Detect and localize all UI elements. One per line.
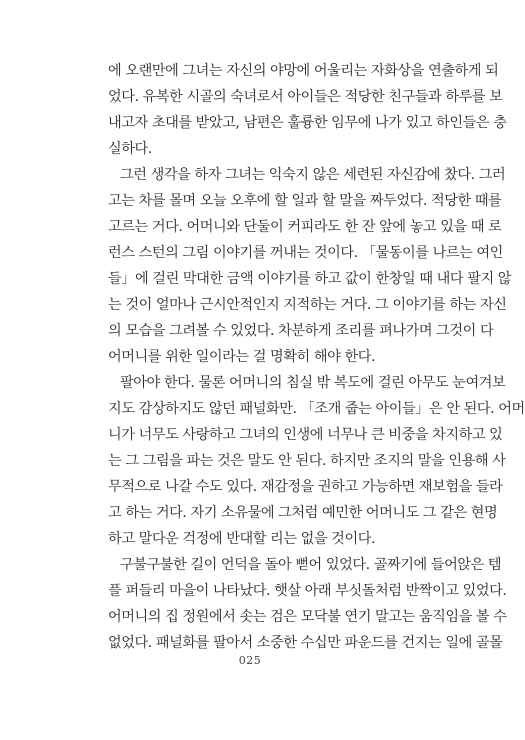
text-line: 그런 생각을 하자 그녀는 익숙지 않은 세련된 자신감에 찼다. 그러 [120,167,506,183]
text-line: 지도 감상하지도 않던 패널화만. 「조개 줍는 아이들」은 안 된다. 어머 [108,401,525,417]
text-line: 는 그 그림을 파는 것은 말도 안 된다. 하지만 조지의 말을 인용해 사 [108,453,506,469]
text-line: 고르는 거다. 어머니와 단둘이 커피라도 한 잔 앞에 놓고 있을 때 로 [108,219,502,235]
text-line: 고는 차를 몰며 오늘 오후에 할 일과 할 말을 짜두었다. 적당한 때를 [108,193,502,209]
text-line: 구불구불한 길이 언덕을 돌아 뻗어 있었다. 골짜기에 들어앉은 템 [120,557,502,573]
text-line: 하고 말다운 걱정에 반대할 리는 없을 것이다. [108,531,376,547]
text-line: 없었다. 패널화를 팔아서 소중한 수십만 파운드를 건지는 일에 골몰 [108,635,503,651]
text-line: 의 모습을 그려볼 수 있었다. 차분하게 조리를 펴나가며 그것이 다 [108,323,494,339]
text-line: 들」에 걸린 막대한 금액 이야기를 하고 값이 한창일 때 내다 팔지 않 [108,271,512,287]
text-line: 는 것이 얼마나 근시안적인지 지적하는 거다. 그 이야기를 하는 자신 [108,297,507,313]
text-line: 플 퍼들리 마을이 나타났다. 햇살 아래 부싯돌처럼 반짝이고 있었다. [108,583,507,599]
text-line: 고 하는 거다. 자기 소유물에 그처럼 예민한 어머니도 그 같은 현명 [108,505,498,521]
text-line: 런스 스턴의 그림 이야기를 꺼내는 것이다. 「물동이를 나르는 여인 [108,245,503,261]
text-line: 팔아야 한다. 물론 어머니의 침실 밖 복도에 걸린 아무도 눈여겨보 [120,375,506,391]
text-line: 무적으로 나갈 수도 있다. 재감정을 권하고 가능하면 재보험을 들라 [108,479,503,495]
text-line: 실하다. [108,141,152,157]
text-line: 니가 너무도 사랑하고 그녀의 인생에 너무나 큰 비중을 차지하고 있 [108,427,503,443]
text-line: 어머니의 집 정원에서 솟는 검은 모닥불 연기 말고는 움직임을 볼 수 [108,609,507,625]
text-line: 에 오랜만에 그녀는 자신의 야망에 어울리는 자화상을 연출하게 되 [108,63,499,79]
text-line: 었다. 유복한 시골의 숙녀로서 아이들은 적당한 친구들과 하루를 보 [108,89,503,105]
text-line: 내고자 초대를 받았고, 남편은 훌륭한 임무에 나가 있고 하인들은 충 [108,115,507,131]
body-text [108,58,525,656]
text-line: 어머니를 위한 일이라는 걸 명확히 해야 한다. [108,349,376,365]
page-number: 025 [238,654,262,667]
